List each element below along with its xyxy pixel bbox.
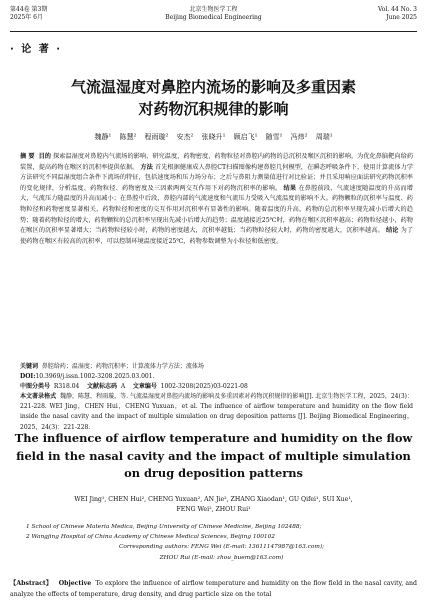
affiliation-1: 1 School of Chinese Materia Medica, Beijing University of Chinese Medicine, Beijing 102488; (26, 524, 302, 530)
affiliation-2: 2 Wangjing Hospital of China Academy of Chinese Medical Sciences, Beijing 100102 (26, 534, 275, 541)
running-header (10, 6, 417, 28)
conclusion-text: 为了使药物在喉区有较高的沉积率，可以控制环境温度接近25℃，药物参数调整为小粒径和低密度。 (20, 227, 414, 245)
section-label: · 论 著 · (10, 44, 63, 55)
methods-text: 首先根据健康成人鼻腔CT扫描图像构建鼻腔几何模型，在瞬态呼吸条件下，使用计算流体力学方法研究不同温湿度组合条件下流场的特征，包括速度场和压力场分布；之后与鼻阻力测量值进行对比验证；并且采用响应面法研究药物沉积率的变化规律，分析温度、药物粒径、药物密度及三因素两两交互作用下对药物沉积率的影响。 (20, 163, 414, 192)
header-volume: 第44卷 第3期 2025年 6月 (10, 6, 48, 21)
header-volume-en: Vol. 44 No. 3 June 2025 (377, 6, 417, 21)
conclusion-label: 结论 (385, 227, 399, 235)
doi: DOI:10.3969/j.issn.1002-3208.2025.03.001. (20, 373, 155, 380)
keywords-zh: 关键词 鼻腔给药；温湿度；药物沉积率；计算流体力学方法；流体场 (20, 363, 204, 370)
objective-text: 探索温湿度对鼻腔内气流场的影响，研究温度、药物密度、药物粒径对鼻腔内药物的总沉积及喉区沉积的影响，为优化鼻脑靶向给药装置，提高药物在喉区的沉积率提供依据。 (20, 153, 414, 171)
header-journal-name: 北京生物医学工程 Beijing Biomedical Engineering (165, 6, 262, 21)
header-rule (10, 31, 417, 32)
classification-codes: 中图分类号 R318.04 文献标志码 A 文章编号 1002-3208(2025)03-0221-08 (20, 383, 248, 390)
affiliations (26, 522, 417, 563)
corresponding-author-1: Corresponding authors: FENG Wei (E-mail: 13611147987@163.com); (118, 544, 325, 551)
objective-en-label: Objective (58, 580, 92, 587)
abstract-zh (20, 152, 413, 247)
corresponding-author-2: ZHOU Rui (E-mail: zhou_buem@163.com) (159, 554, 284, 561)
objective-label: 目的 (38, 153, 51, 160)
abstract-label: 摘 要 (20, 153, 35, 160)
abstract-en (10, 578, 417, 600)
results-text: 在鼻腔前段，气流速度随温度的升高而增大，气流压力随温度的升高而减小；在鼻腔中后段，鼻腔内部的气流速度和气流压力受吸入气流温度的影响不大。药物颗粒的沉积率与温度、药物粒径和药物密度显著相关，药物粒径和密度的交互作用对沉积率有显著性的影响。随着温度的升高，药物的总沉积率呈现先减小后增大的趋势；随着药物粒径的增大，药物颗粒的总沉积率呈现出先减小后增大的趋势；温度越接近25℃时，药物在喉区沉积率越高；药物粒径越小，药物在喉区的沉积率显著增大；当药物粒径较小时，药物的密度越大，沉积率越低；当药物粒径较大时，药物的密度越大，沉积率越高。 (20, 184, 413, 235)
abstract-en-text: To explore the influence of airflow temperature and humidity on the flow field in the nasal cavity, and analyze the effects of temperature, drug density, and drug particle size on the total (10, 580, 417, 598)
methods-label: 方法 (140, 163, 153, 171)
authors-en: WEI Jing¹, CHEN Hui², CHENG Yuxuan², AN Jie², ZHANG Xiaodan¹, GU Qifei¹, SUI Xue¹, FENG Wei², ZHOU Rui¹ (74, 496, 353, 513)
authors-zh: 魏静¹ 陈慧² 程雨璇² 安杰² 张晓升¹ 顾启飞¹ 随雪¹ 冯炜² 周瑞¹ (94, 133, 333, 141)
citation-zh: 本文著录格式 魏静，陈慧，程雨璇，等. 气流温湿度对鼻腔内流场的影响及多重因素对药物沉积规律的影响[J]. 北京生物医学工程，2025，24(3)：221-228. WEI Jing，CHEN Hui，CHENG Yuxuan，et al. The influence of airflow temperature and humidity on the flow field inside the nasal cavity and the impact of multiple simulation on drug deposition patterns [J]. Beijing Biomedical Engineering，2025，24(3)：221-228. (20, 393, 413, 431)
title-en: The influence of airflow temperature and humidity on the flow field in the nasal cavity and the impact of multiple simulation on drug deposition patterns (14, 431, 413, 480)
abstract-en-label: 【Abstract】 (10, 580, 53, 587)
title-zh: 气流温湿度对鼻腔内流场的影响及多重因素 对药物沉积规律的影响 (70, 78, 356, 118)
results-label: 结果 (283, 184, 297, 192)
